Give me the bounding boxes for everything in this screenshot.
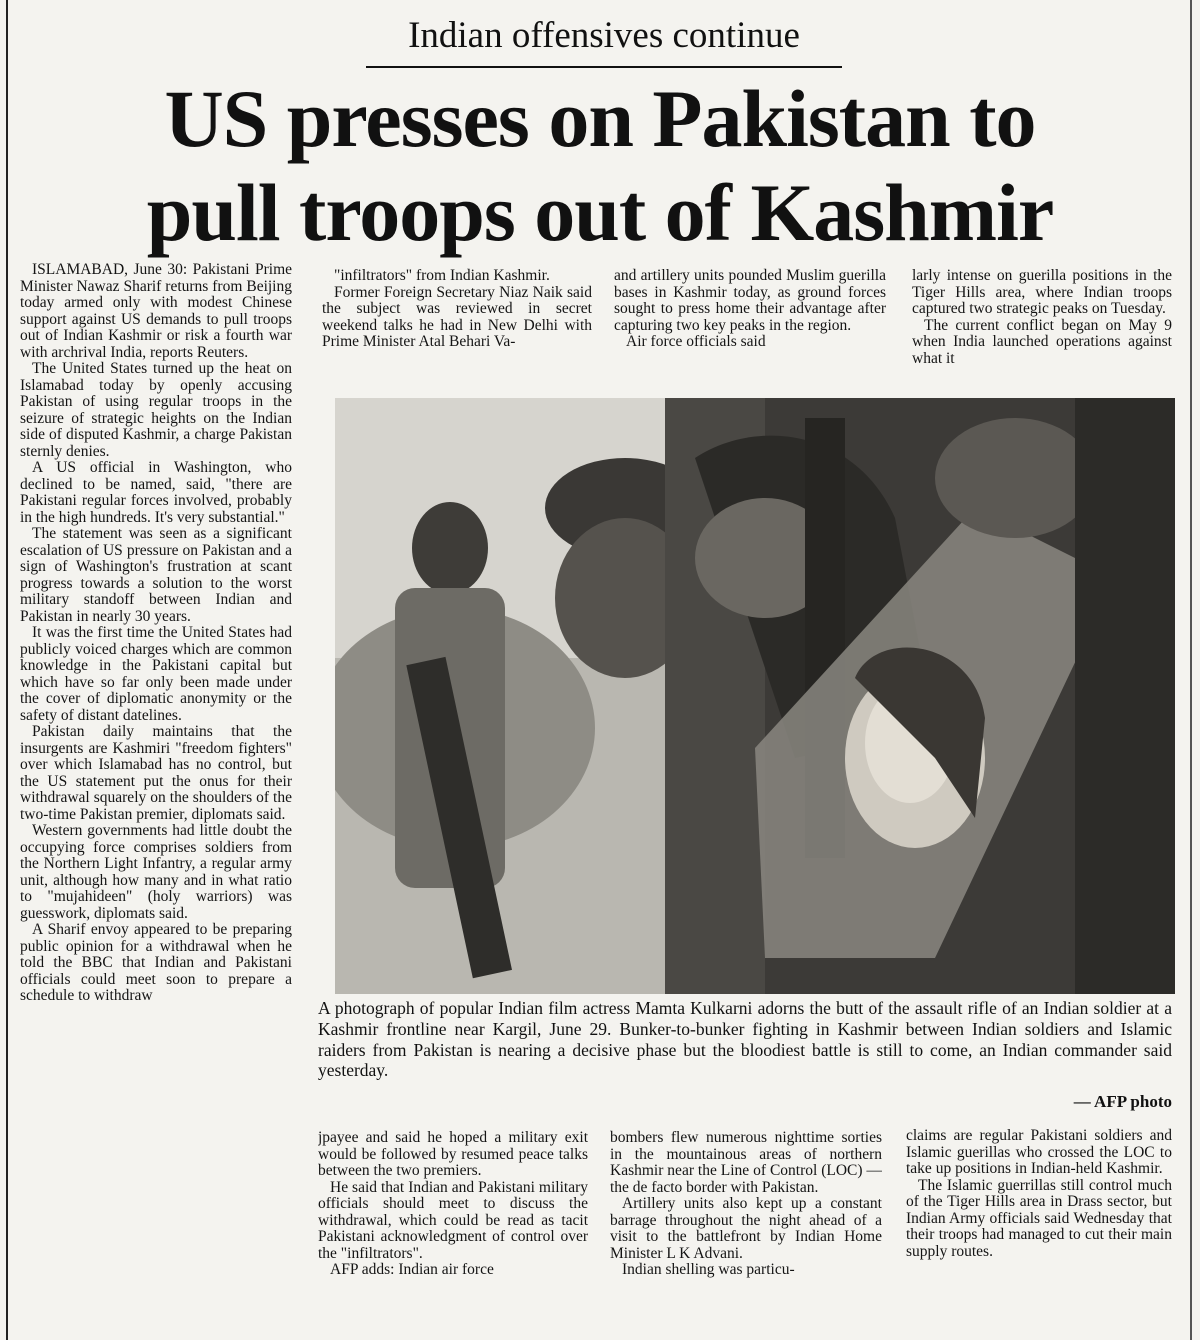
article-column-3-bottom <box>610 1130 882 1334</box>
paragraph: "infiltrators" from Indian Kashmir. <box>334 268 550 284</box>
paragraph: larly intense on guerilla positions in the Tiger Hills area, where Indian troops captured two strategic peaks on Tuesday. <box>912 268 1172 317</box>
paragraph: The Islamic guerrillas still control much of the Tiger Hills area in Drass sector, but Indian Army officials said Wednesday that their troops had managed to cut their main supply routes. <box>906 1176 1172 1260</box>
paragraph: claims are regular Pakistani soldiers and Islamic guerillas who crossed the LOC to take up positions in Indian-held Kashmir. <box>906 1128 1172 1177</box>
article-column-2-top <box>322 268 592 392</box>
headline-line-2: pull troops out of Kashmir <box>146 167 1054 258</box>
headline-line-1: US presses on Pakistan to <box>164 73 1036 164</box>
paragraph: AFP adds: Indian air force <box>330 1261 494 1278</box>
left-border-rule <box>6 0 8 1340</box>
paragraph: He said that Indian and Pakistani military officials should meet to discuss the withdrawal, which could be read as tacit Pakistani acknowledgment of control over the "infiltrators". <box>318 1178 588 1262</box>
right-border-rule <box>1190 0 1192 1340</box>
paragraph: bombers flew numerous nighttime sorties in the mountainous areas of northern Kashmir near the Line of Control (LOC) —the de facto border with Pakistan. <box>610 1130 882 1196</box>
paragraph: Air force officials said <box>626 333 766 350</box>
main-headline <box>12 72 1188 260</box>
paragraph: The United States turned up the heat on Islamabad today by openly accusing Pakistan of using regular troops in the seizure of strategic heights on the Indian side of disputed Kashmir, a charge Pakistan sternly denies. <box>20 360 292 460</box>
photo-credit: — AFP photo <box>1073 1092 1172 1111</box>
paragraph: The statement was seen as a significant escalation of US pressure on Pakistan and a sign of Washington's frustration at scant progress towards a solution to the worst military standoff between Indian and Pakistan in nearly 30 years. <box>20 525 292 625</box>
paragraph: Pakistan daily maintains that the insurgents are Kashmiri "freedom fighters" over which Islamabad has no control, but the US statement put the onus for their withdrawal squarely on the shoulders of the two-time Pakistan premier, diplomats said. <box>20 723 292 823</box>
paragraph: A US official in Washington, who declined to be named, said, "there are Pakistani regular forces involved, probably in the high hundreds. It's very substantial." <box>20 459 292 526</box>
paragraph: Former Foreign Secretary Niaz Naik said the subject was reviewed in secret weekend talks he had in New Delhi with Prime Minister Atal Behari Va- <box>322 283 592 350</box>
paragraph: Western governments had little doubt the occupying force comprises soldiers from the Northern Light Infantry, a regular army unit, although how many and in what ratio to "mujahideen" (holy warriors) was guesswork, diplomats said. <box>20 822 292 922</box>
paragraph: Artillery units also kept up a constant barrage throughout the night ahead of a visit to the battlefront by Indian Home Minister L K Advani. <box>610 1195 882 1262</box>
article-column-1 <box>20 262 292 1334</box>
paragraph: The current conflict began on May 9 when India launched operations against what it <box>912 316 1172 367</box>
article-column-3-top <box>614 268 886 392</box>
article-column-2-bottom <box>318 1130 588 1334</box>
article-column-4-top <box>912 268 1172 392</box>
kicker-headline: Indian offensives continue <box>366 12 842 68</box>
article-column-4-bottom <box>906 1128 1172 1334</box>
paragraph: Indian shelling was particu- <box>622 1261 795 1278</box>
paragraph: It was the first time the United States had publicly voiced charges which are common knowledge in the Pakistani capital but which have so far only been made under the cover of diplomatic anonymity or the safety of distant datelines. <box>20 624 292 724</box>
photo-illustration <box>335 398 1175 994</box>
paragraph: and artillery units pounded Muslim guerilla bases in Kashmir today, as ground forces sought to press home their advantage after capturing two key peaks in the region. <box>614 268 886 334</box>
paragraph: jpayee and said he hoped a military exit would be followed by resumed peace talks between the two premiers. <box>318 1130 588 1179</box>
photo-caption: A photograph of popular Indian film actress Mamta Kulkarni adorns the butt of the assault rifle of an Indian soldier at a Kashmir frontline near Kargil, June 29. Bunker-to-bunker fighting in Kashmir between Indian soldiers and Islamic raiders from Pakistan is nearing a decisive phase but the bloodiest battle is still to come, an Indian commander said yesterday. <box>318 998 1172 1081</box>
paragraph: ISLAMABAD, June 30: Pakistani Prime Minister Nawaz Sharif returns from Beijing today armed only with modest Chinese support against US demands to pull troops out of Indian Kashmir or risk a fourth war with archrival India, reports Reuters. <box>20 262 292 361</box>
paragraph: A Sharif envoy appeared to be preparing public opinion for a withdrawal when he told the BBC that Indian and Pakistani officials could meet soon to prepare a schedule to withdraw <box>20 921 292 1004</box>
news-photo-soldier-rifle <box>335 398 1175 994</box>
